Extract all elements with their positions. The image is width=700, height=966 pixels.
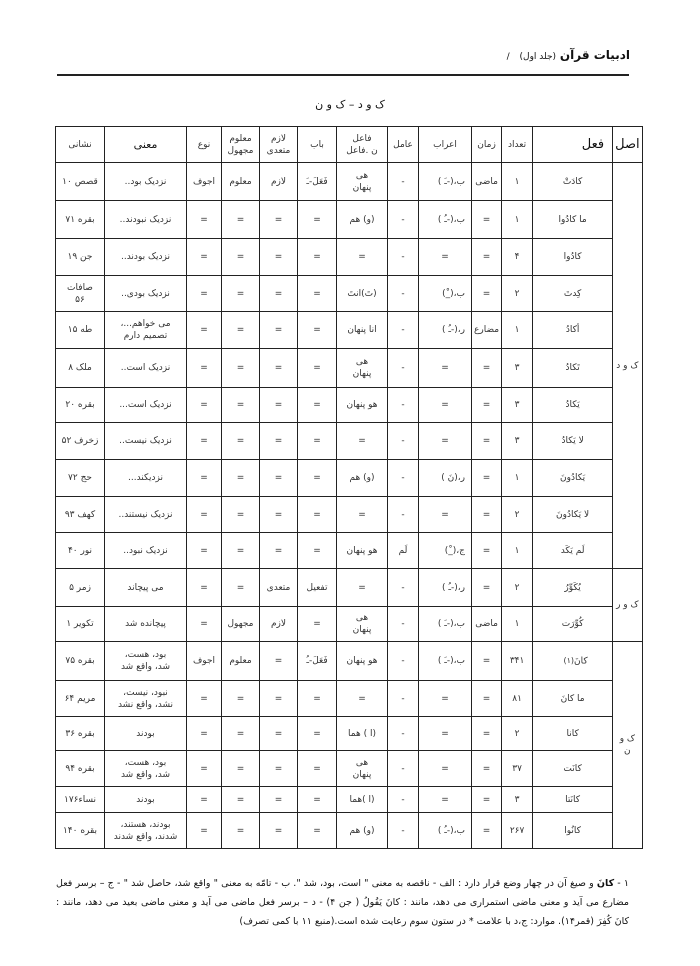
- verb-cell: [533, 497, 613, 533]
- bab-cell: =: [298, 813, 337, 849]
- tense-cell: =: [472, 642, 502, 681]
- table-row: [56, 497, 643, 533]
- amil-cell: -: [388, 751, 419, 787]
- tense-cell: =: [472, 201, 502, 239]
- col-transitivity: لازم متعدی: [260, 127, 298, 163]
- table-row: [56, 607, 643, 642]
- verb-text: كانَت: [563, 763, 582, 774]
- type-cell: =: [187, 349, 222, 388]
- ref-cell: بقره ٢٠: [56, 388, 105, 423]
- irab-cell: ر،(-ـُ ): [419, 569, 472, 607]
- voice-cell: =: [222, 569, 260, 607]
- type-cell: =: [187, 388, 222, 423]
- table-body: [56, 163, 643, 849]
- count-cell: ٢۶٧: [502, 813, 533, 849]
- col-bab: باب: [298, 127, 337, 163]
- transitivity-cell: =: [260, 681, 298, 717]
- type-cell: اجوف: [187, 163, 222, 201]
- tense-cell: =: [472, 388, 502, 423]
- bab-cell: =: [298, 751, 337, 787]
- type-cell: =: [187, 423, 222, 460]
- footnote-text: و صیغ آن در چهار وضع قرار دارد : الف - ناقصه به معنی " است، بود، شد ". ب - تامّه به معنی " واقع شد، حاصل شد " - ج – برسر فعل مضارع می آید و معنی ماضی استمراری می دهد، مانند : كانَ يَقُولُ ( جن ۴) - د – برسر فعل ماضی می آید و معنی ماضی بعید می دهد، مانند : كانَ كُفِرَ (قمر١۴). موارد: ج،د با علامت * در ستون سوم رعایت شده است.(منبع ١١ با کمی تصرف): [56, 878, 630, 927]
- verb-text: يَكادُ: [565, 400, 580, 410]
- voice-cell: =: [222, 312, 260, 349]
- verb-text: يَكادُونَ: [560, 473, 586, 483]
- transitivity-cell: =: [260, 717, 298, 751]
- tense-cell: =: [472, 276, 502, 312]
- ref-cell: قصص ١٠: [56, 163, 105, 201]
- col-amil: عامل: [388, 127, 419, 163]
- type-cell: =: [187, 460, 222, 497]
- ref-cell: بقره ٩۴: [56, 751, 105, 787]
- verb-cell: [533, 681, 613, 717]
- verb-cell: [533, 349, 613, 388]
- verb-cell: [533, 607, 613, 642]
- transitivity-cell: =: [260, 497, 298, 533]
- verb-cell: [533, 717, 613, 751]
- section-title: ک و د – ک و ن: [315, 98, 385, 111]
- ref-cell: جن ١٩: [56, 239, 105, 276]
- verb-text: لا يَكادُ: [561, 436, 584, 446]
- irab-cell: ب،(_ْ): [419, 276, 472, 312]
- subject-cell: هی پنهان: [337, 349, 388, 388]
- subject-cell: هو پنهان: [337, 642, 388, 681]
- bab-cell: فَعَلَ-ـُ: [298, 642, 337, 681]
- table-row: [56, 239, 643, 276]
- count-cell: ٣٧: [502, 751, 533, 787]
- meaning-cell: نزدیک نیستند..: [105, 497, 187, 533]
- meaning-cell: نزدیک نیست..: [105, 423, 187, 460]
- voice-cell: =: [222, 497, 260, 533]
- footnote-mark: (١): [563, 655, 575, 665]
- count-cell: ١: [502, 460, 533, 497]
- subject-cell: (ا )هما: [337, 787, 388, 813]
- verb-text: يُكَوِّرُ: [564, 582, 581, 593]
- subject-cell: هی پنهان: [337, 751, 388, 787]
- ref-cell: زمر ۵: [56, 569, 105, 607]
- count-cell: ٣۴١: [502, 642, 533, 681]
- voice-cell: =: [222, 423, 260, 460]
- voice-cell: =: [222, 787, 260, 813]
- ref-cell: نور ۴٠: [56, 533, 105, 569]
- ref-cell: کهف ٩٣: [56, 497, 105, 533]
- footnote: [56, 874, 629, 931]
- type-cell: =: [187, 533, 222, 569]
- type-cell: =: [187, 717, 222, 751]
- root-cell: ک و ر: [613, 569, 643, 642]
- type-cell: =: [187, 751, 222, 787]
- transitivity-cell: =: [260, 533, 298, 569]
- type-cell: =: [187, 787, 222, 813]
- table-row: [56, 751, 643, 787]
- count-cell: ٢: [502, 276, 533, 312]
- bab-cell: =: [298, 239, 337, 276]
- meaning-cell: نزدیک بود..: [105, 163, 187, 201]
- bab-cell: =: [298, 787, 337, 813]
- verb-cell: [533, 388, 613, 423]
- col-tense: زمان: [472, 127, 502, 163]
- count-cell: ١: [502, 163, 533, 201]
- voice-cell: =: [222, 681, 260, 717]
- running-header: [58, 48, 630, 70]
- bab-cell: =: [298, 312, 337, 349]
- page-separator: /: [506, 52, 510, 62]
- irab-cell: =: [419, 717, 472, 751]
- verb-text: كانَ: [574, 656, 588, 667]
- transitivity-cell: =: [260, 276, 298, 312]
- ref-cell: تکویر ١: [56, 607, 105, 642]
- tense-cell: =: [472, 423, 502, 460]
- subject-cell: =: [337, 239, 388, 276]
- voice-cell: =: [222, 813, 260, 849]
- bab-cell: =: [298, 717, 337, 751]
- root-cell: ک و د: [613, 163, 643, 569]
- header-rule: [57, 74, 629, 76]
- table-row: [56, 201, 643, 239]
- meaning-cell: نزدیک بودند..: [105, 239, 187, 276]
- irab-cell: =: [419, 349, 472, 388]
- ref-cell: بقره ٧۵: [56, 642, 105, 681]
- table-row: [56, 642, 643, 681]
- table-row: [56, 813, 643, 849]
- tense-cell: =: [472, 239, 502, 276]
- bab-cell: =: [298, 423, 337, 460]
- count-cell: ٣: [502, 787, 533, 813]
- amil-cell: -: [388, 813, 419, 849]
- irab-cell: =: [419, 388, 472, 423]
- meaning-cell: نزدیک بودی..: [105, 276, 187, 312]
- transitivity-cell: =: [260, 460, 298, 497]
- amil-cell: -: [388, 787, 419, 813]
- col-ref: نشانی: [56, 127, 105, 163]
- verb-text: كانا: [566, 728, 579, 739]
- table-header-row: [56, 127, 643, 163]
- voice-cell: =: [222, 717, 260, 751]
- verb-text: كِدتَ: [563, 288, 582, 299]
- bab-cell: =: [298, 276, 337, 312]
- transitivity-cell: =: [260, 201, 298, 239]
- count-cell: ٣: [502, 349, 533, 388]
- verb-cell: [533, 533, 613, 569]
- subject-cell: =: [337, 681, 388, 717]
- transitivity-cell: =: [260, 813, 298, 849]
- verb-text: ما كادُوا: [558, 214, 587, 225]
- irab-cell: ب،(-ـُ ): [419, 201, 472, 239]
- verb-text: ما كانَ: [560, 693, 585, 704]
- voice-cell: معلوم: [222, 163, 260, 201]
- amil-cell: -: [388, 239, 419, 276]
- ref-cell: طه ١۵: [56, 312, 105, 349]
- bab-cell: =: [298, 388, 337, 423]
- transitivity-cell: =: [260, 349, 298, 388]
- transitivity-cell: لازم: [260, 163, 298, 201]
- tense-cell: =: [472, 569, 502, 607]
- voice-cell: =: [222, 388, 260, 423]
- count-cell: ١: [502, 533, 533, 569]
- col-voice: معلوم مجهول: [222, 127, 260, 163]
- count-cell: ٨١: [502, 681, 533, 717]
- col-subject: فاعل ن .فاعل: [337, 127, 388, 163]
- root-cell: ک و ن: [613, 642, 643, 849]
- voice-cell: مجهول: [222, 607, 260, 642]
- amil-cell: -: [388, 349, 419, 388]
- count-cell: ٢: [502, 569, 533, 607]
- ref-cell: حج ٧٢: [56, 460, 105, 497]
- subject-cell: (ا ) هما: [337, 717, 388, 751]
- verb-cell: [533, 460, 613, 497]
- ref-cell: بقره ٣۶: [56, 717, 105, 751]
- irab-cell: =: [419, 497, 472, 533]
- ref-cell: مریم ۶۴: [56, 681, 105, 717]
- meaning-cell: نزدیک است...: [105, 388, 187, 423]
- meaning-cell: می پیچاند: [105, 569, 187, 607]
- meaning-cell: نزدیک است..: [105, 349, 187, 388]
- irab-cell: =: [419, 751, 472, 787]
- type-cell: =: [187, 312, 222, 349]
- tense-cell: =: [472, 460, 502, 497]
- bab-cell: تفعیل: [298, 569, 337, 607]
- verb-cell: [533, 813, 613, 849]
- transitivity-cell: =: [260, 388, 298, 423]
- ref-cell: زخرف ۵٢: [56, 423, 105, 460]
- irab-cell: =: [419, 681, 472, 717]
- footnote-number: ١ -: [617, 878, 630, 889]
- verb-text: تَكادُ: [565, 363, 580, 373]
- verb-cell: [533, 787, 613, 813]
- irab-cell: =: [419, 423, 472, 460]
- irab-cell: ب،(-ـَ ): [419, 642, 472, 681]
- col-count: تعداد: [502, 127, 533, 163]
- col-meaning: معنی: [105, 127, 187, 163]
- voice-cell: معلوم: [222, 642, 260, 681]
- bab-cell: =: [298, 533, 337, 569]
- tense-cell: =: [472, 787, 502, 813]
- table-row: [56, 276, 643, 312]
- type-cell: =: [187, 813, 222, 849]
- verb-text: لَم يَكَد: [560, 545, 585, 556]
- verb-table: [55, 126, 643, 849]
- verb-text: كادَتْ: [562, 176, 583, 187]
- count-cell: ٢: [502, 717, 533, 751]
- meaning-cell: پیچانده شد: [105, 607, 187, 642]
- verb-cell: [533, 642, 613, 681]
- tense-cell: ماضی: [472, 607, 502, 642]
- count-cell: ٢: [502, 497, 533, 533]
- irab-cell: ر،(-ـُ ): [419, 312, 472, 349]
- meaning-cell: بود، هست، شد، واقع شد: [105, 642, 187, 681]
- subject-cell: (و) هم: [337, 813, 388, 849]
- voice-cell: =: [222, 349, 260, 388]
- subject-cell: هی پنهان: [337, 607, 388, 642]
- book-title: ادبیات قرآن: [559, 48, 630, 62]
- ref-cell: بقره ١۴٠: [56, 813, 105, 849]
- voice-cell: =: [222, 751, 260, 787]
- ref-cell: ملک ٨: [56, 349, 105, 388]
- meaning-cell: نزدیکند...: [105, 460, 187, 497]
- tense-cell: =: [472, 497, 502, 533]
- transitivity-cell: =: [260, 787, 298, 813]
- tense-cell: =: [472, 533, 502, 569]
- amil-cell: -: [388, 717, 419, 751]
- irab-cell: =: [419, 787, 472, 813]
- voice-cell: =: [222, 239, 260, 276]
- meaning-cell: نزدیک نبودند..: [105, 201, 187, 239]
- col-type: نوع: [187, 127, 222, 163]
- type-cell: =: [187, 681, 222, 717]
- verb-cell: [533, 201, 613, 239]
- verb-text: كادُوا: [563, 252, 582, 262]
- table-row: [56, 681, 643, 717]
- subject-cell: هی پنهان: [337, 163, 388, 201]
- transitivity-cell: =: [260, 312, 298, 349]
- verb-cell: [533, 751, 613, 787]
- table-row: [56, 569, 643, 607]
- amil-cell: -: [388, 163, 419, 201]
- subject-cell: (و) هم: [337, 201, 388, 239]
- table-row: [56, 460, 643, 497]
- ref-cell: صافات ۵۶: [56, 276, 105, 312]
- irab-cell: ب،(-ـُ ): [419, 813, 472, 849]
- verb-cell: [533, 569, 613, 607]
- meaning-cell: بودند: [105, 787, 187, 813]
- tense-cell: =: [472, 751, 502, 787]
- count-cell: ٣: [502, 388, 533, 423]
- irab-cell: ب،(-ـَ ): [419, 163, 472, 201]
- bab-cell: =: [298, 460, 337, 497]
- verb-text: كانَتا: [565, 794, 581, 805]
- verb-text: لا يَكادُونَ: [556, 509, 590, 520]
- transitivity-cell: =: [260, 642, 298, 681]
- meaning-cell: نبود، نیست، نشد، واقع نشد: [105, 681, 187, 717]
- transitivity-cell: لازم: [260, 607, 298, 642]
- voice-cell: =: [222, 201, 260, 239]
- table-row: [56, 388, 643, 423]
- subject-cell: هو پنهان: [337, 533, 388, 569]
- verb-cell: [533, 423, 613, 460]
- volume-label: (جلد اول): [519, 52, 557, 62]
- verb-cell: [533, 312, 613, 349]
- amil-cell: -: [388, 388, 419, 423]
- count-cell: ١: [502, 201, 533, 239]
- table-row: [56, 163, 643, 201]
- col-irab: اعراب: [419, 127, 472, 163]
- verb-cell: [533, 239, 613, 276]
- amil-cell: -: [388, 312, 419, 349]
- verb-cell: [533, 276, 613, 312]
- bab-cell: =: [298, 497, 337, 533]
- count-cell: ۴: [502, 239, 533, 276]
- transitivity-cell: =: [260, 239, 298, 276]
- amil-cell: -: [388, 201, 419, 239]
- bab-cell: =: [298, 349, 337, 388]
- voice-cell: =: [222, 533, 260, 569]
- table-row: [56, 787, 643, 813]
- tense-cell: =: [472, 349, 502, 388]
- subject-cell: هو پنهان: [337, 388, 388, 423]
- tense-cell: ماضی: [472, 163, 502, 201]
- count-cell: ١: [502, 607, 533, 642]
- meaning-cell: می خواهم...، تصمیم دارم: [105, 312, 187, 349]
- meaning-cell: بودند، هستند، شدند، واقع شدند: [105, 813, 187, 849]
- bab-cell: فَعَلَ-ـَ: [298, 163, 337, 201]
- irab-cell: =: [419, 239, 472, 276]
- amil-cell: -: [388, 423, 419, 460]
- meaning-cell: نزدیک نبود..: [105, 533, 187, 569]
- irab-cell: ج،(_ْ): [419, 533, 472, 569]
- type-cell: =: [187, 276, 222, 312]
- type-cell: =: [187, 239, 222, 276]
- transitivity-cell: =: [260, 751, 298, 787]
- ref-cell: بقره ٧١: [56, 201, 105, 239]
- tense-cell: =: [472, 717, 502, 751]
- subject-cell: (و) هم: [337, 460, 388, 497]
- subject-cell: =: [337, 569, 388, 607]
- bab-cell: =: [298, 681, 337, 717]
- col-verb: فعل: [533, 127, 613, 163]
- subject-cell: =: [337, 497, 388, 533]
- table-row: [56, 423, 643, 460]
- amil-cell: -: [388, 276, 419, 312]
- bab-cell: =: [298, 201, 337, 239]
- type-cell: =: [187, 201, 222, 239]
- footnote-term: كانَ: [596, 878, 615, 889]
- table-row: [56, 717, 643, 751]
- table-row: [56, 533, 643, 569]
- amil-cell: لَم: [388, 533, 419, 569]
- type-cell: =: [187, 569, 222, 607]
- amil-cell: -: [388, 607, 419, 642]
- verb-cell: [533, 163, 613, 201]
- table-row: [56, 349, 643, 388]
- amil-cell: -: [388, 569, 419, 607]
- transitivity-cell: متعدی: [260, 569, 298, 607]
- amil-cell: -: [388, 497, 419, 533]
- subject-cell: انا پنهان: [337, 312, 388, 349]
- type-cell: اجوف: [187, 642, 222, 681]
- tense-cell: =: [472, 681, 502, 717]
- verb-text: كُوِّرَت: [561, 619, 584, 629]
- subject-cell: =: [337, 423, 388, 460]
- tense-cell: =: [472, 813, 502, 849]
- count-cell: ١: [502, 312, 533, 349]
- tense-cell: مضارع: [472, 312, 502, 349]
- ref-cell: نساء١٧۶: [56, 787, 105, 813]
- verb-text: أكادُ: [565, 325, 580, 335]
- amil-cell: -: [388, 681, 419, 717]
- type-cell: =: [187, 497, 222, 533]
- meaning-cell: بود، هست، شد، واقع شد: [105, 751, 187, 787]
- verb-text: كانُوا: [564, 825, 581, 836]
- transitivity-cell: =: [260, 423, 298, 460]
- subject-cell: (تَ)انتَ: [337, 276, 388, 312]
- amil-cell: -: [388, 642, 419, 681]
- count-cell: ٣: [502, 423, 533, 460]
- type-cell: =: [187, 607, 222, 642]
- amil-cell: -: [388, 460, 419, 497]
- irab-cell: ر،(نَ ): [419, 460, 472, 497]
- voice-cell: =: [222, 276, 260, 312]
- voice-cell: =: [222, 460, 260, 497]
- bab-cell: =: [298, 607, 337, 642]
- meaning-cell: بودند: [105, 717, 187, 751]
- irab-cell: ب،(-ـَ ): [419, 607, 472, 642]
- col-root: اصل: [613, 127, 643, 163]
- table-row: [56, 312, 643, 349]
